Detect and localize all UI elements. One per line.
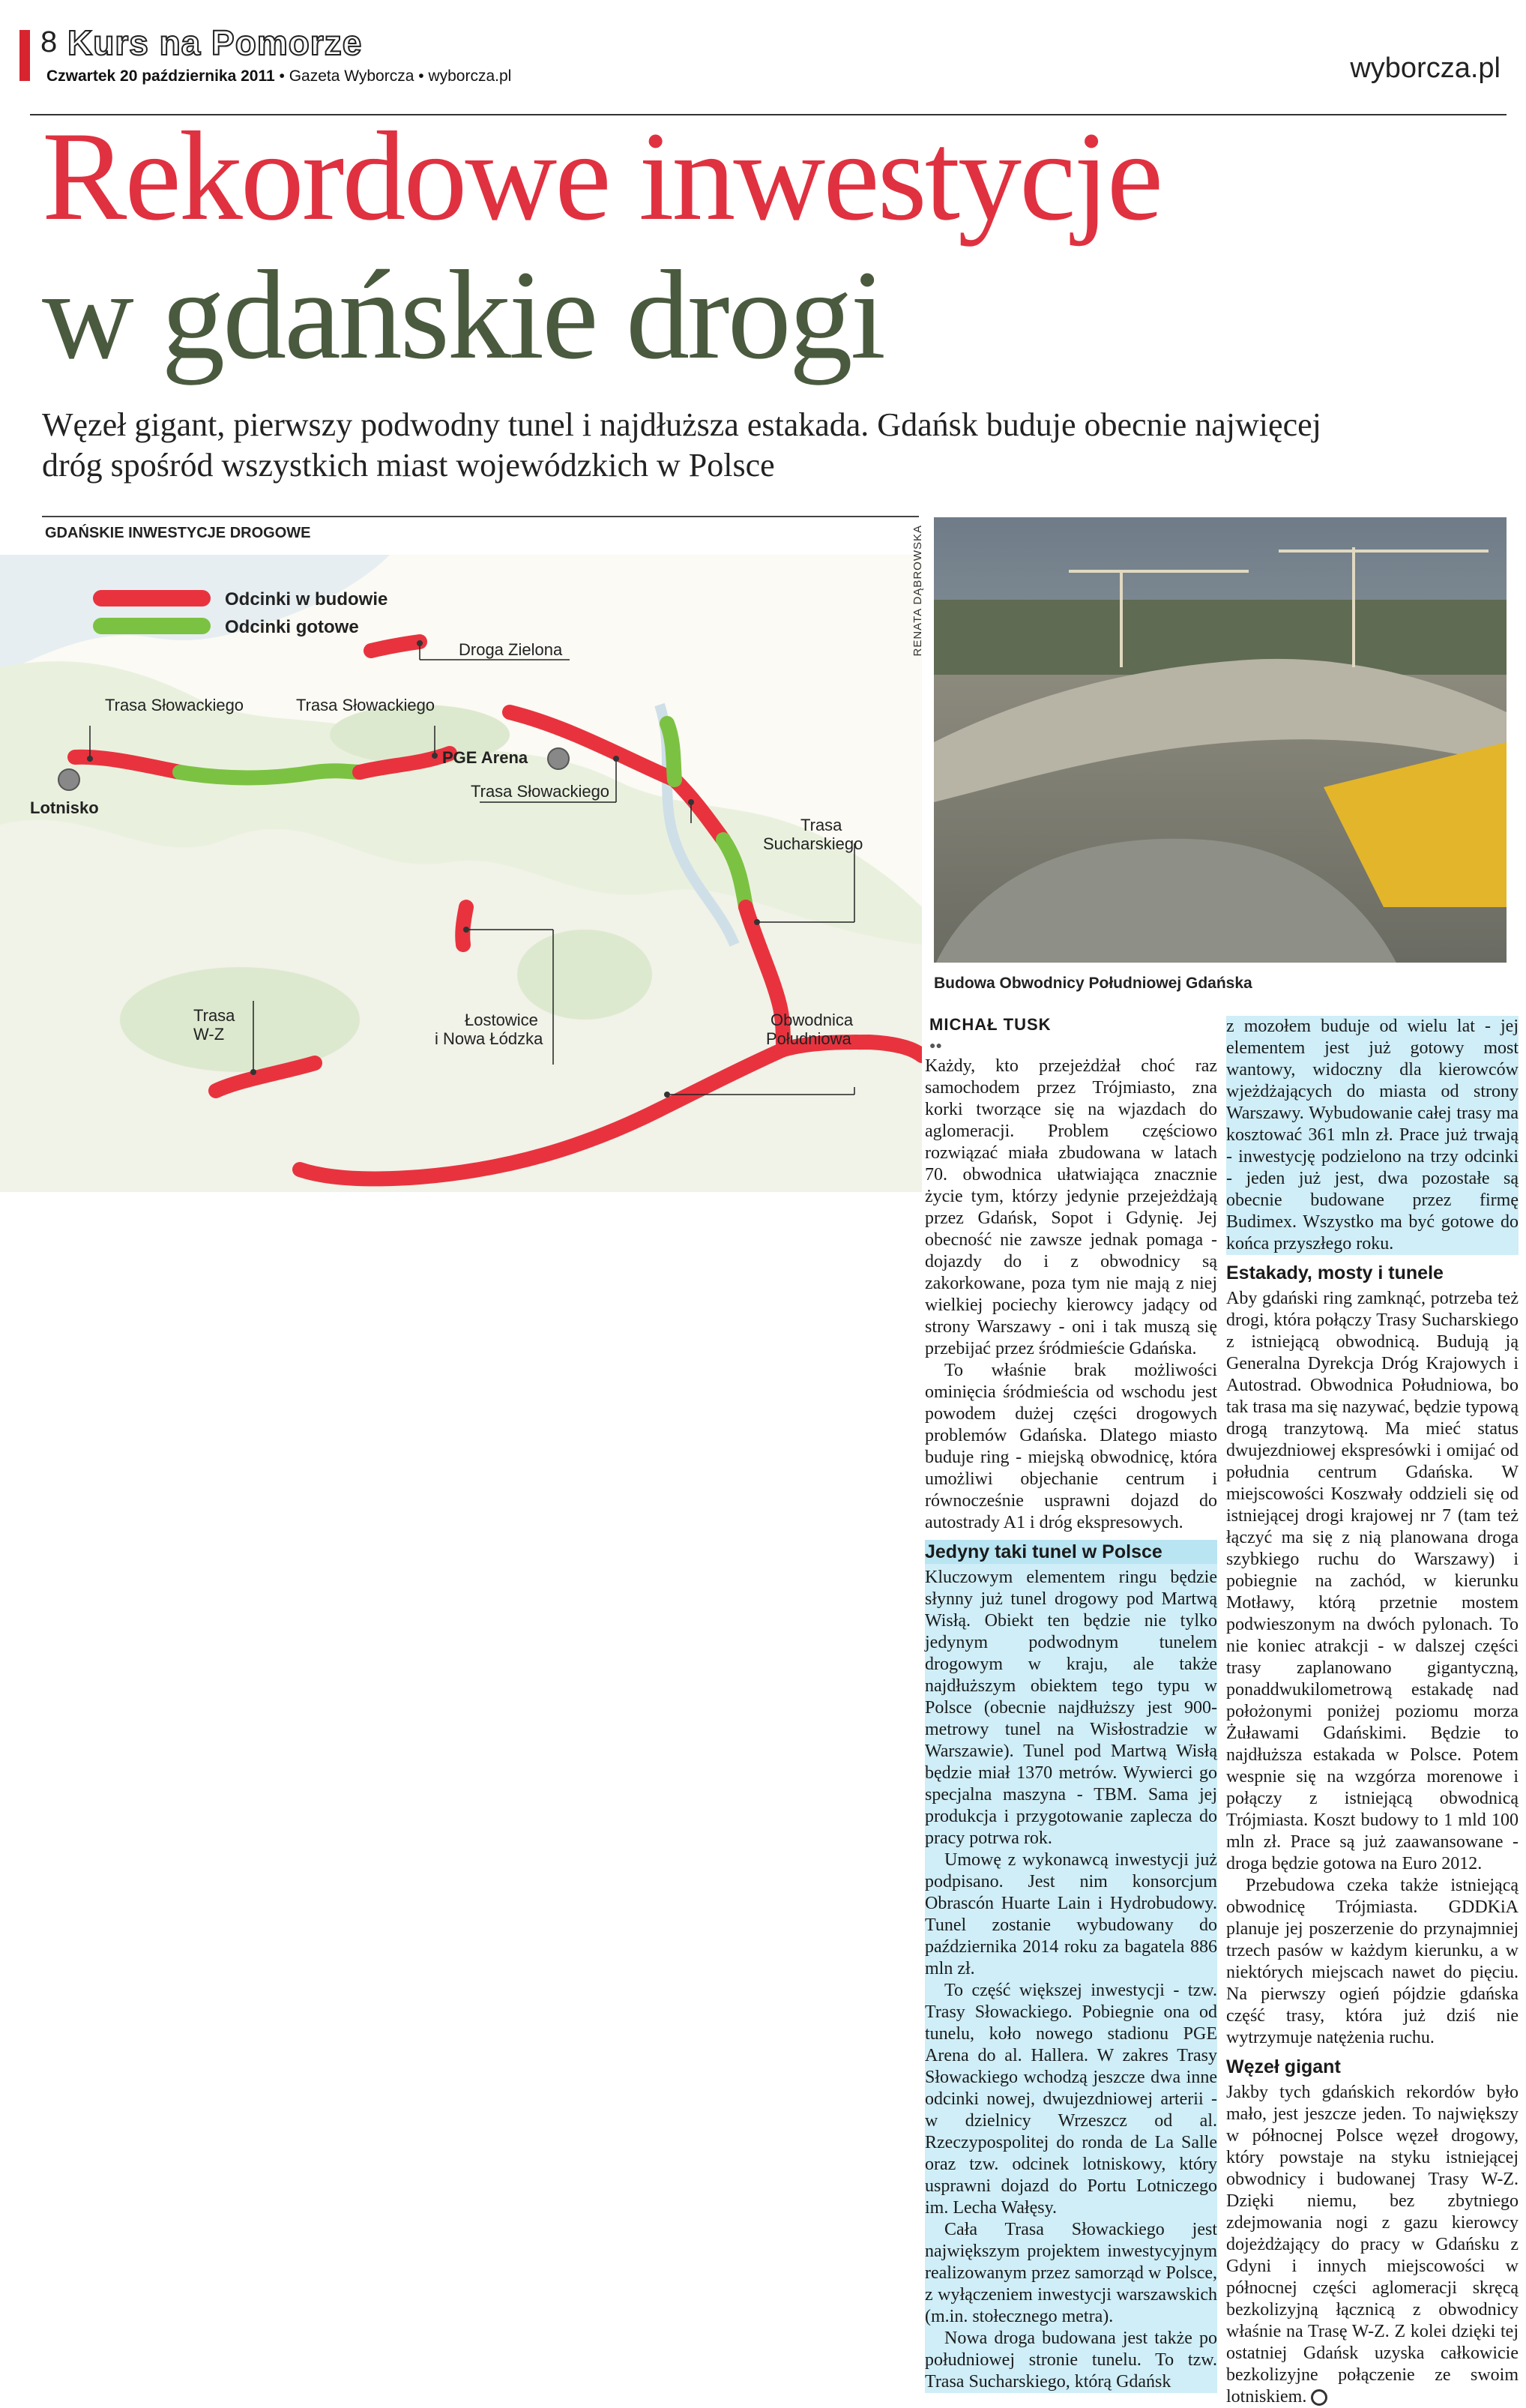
label-lostowice-1: Łostowice [465, 1011, 538, 1029]
tunnel-box [925, 1540, 1217, 2393]
label-trasa-wz-2: W-Z [193, 1025, 225, 1044]
label-pge-arena: PGE Arena [442, 748, 528, 767]
label-lotnisko: Lotnisko [30, 798, 99, 817]
green-area [517, 930, 652, 1020]
stadium-marker [548, 748, 569, 769]
article-paragraph [1226, 2082, 1519, 2408]
legend-label-finished: Odcinki gotowe [225, 617, 359, 637]
subhead-bridges: Estakady, mosty i tunele [1226, 1262, 1444, 1283]
article-paragraph: Umowę z wykonawcą inwestycji już podpisano. Jest nim konsorcjum Obrascón Huarte Lain i Hydrobudowy. Tunel zostanie wybudowany do października 2014 roku za bagatela 886 mln zł. [925, 1850, 1217, 1978]
page-number: 8 [40, 25, 58, 58]
road-trasa-slowackiego-finished [180, 771, 360, 777]
article-paragraph-text: Jakby tych gdańskich rekordów było mało, jest jeszcze jeden. To największy w północnej Polsce węzeł drogowy, który powstaje na styku istniejącej obwodnicy i budowanej Trasy W-Z. Dzięki niemu, bez zbytniego zdejmowania nogi z gazu kierowcy dojeżdżający do pracy w Gdańsku z Gdyni i innych miejscowości w północnej części aglomeracji skręcą bezkolizyjną łącznicą z obwodnicy właśnie na Trasę W-Z. Z kolei dzięki tej ostatniej Gdańsk uzyska całkowicie bezkolizyjne połączenie ze swoim lotniskiem. [1226, 2083, 1519, 2407]
label-obwodnica-2: Południowa [766, 1029, 851, 1048]
infographic-title: GDAŃSKIE INWESTYCJE DROGOWE [45, 525, 311, 541]
infographic-divider [42, 516, 919, 517]
end-of-article-icon [1311, 2389, 1327, 2406]
label-obwodnica-1: Obwodnica [770, 1011, 854, 1029]
label-trasa-slowackiego-2: Trasa Słowackiego [296, 696, 435, 714]
road-lostowice [462, 907, 466, 945]
section-color-bar [19, 30, 30, 81]
publication-name: Gazeta Wyborcza [289, 67, 414, 85]
label-trasa-sucharskiego-1: Trasa [800, 816, 842, 834]
article-paragraph: z mozołem buduje od wielu lat - jej elementem jest już gotowy most wantowy, widoczny dla kierowców wjeżdżających do miasta od strony Warszawy. Wybudowanie całej trasy ma kosztować 361 mln zł. Prace już trwają - inwestycję podzielono na trzy odcinki - jeden już jest, dwa pozostałe są obecnie budowane przez firmę Budimex. Wszystko ma być gotowe do końca przyszłego roku. [1226, 1017, 1519, 1253]
road-investment-map [0, 555, 922, 1192]
article-lead: Węzeł gigant, pierwszy podwodny tunel i najdłuższa estakada. Gdańsk buduje obecnie najwięcej dróg spośród wszystkich miast wojewódzkich w Polsce [42, 406, 1321, 484]
author-icon: ●● [929, 1041, 942, 1052]
article-paragraph: To właśnie brak możliwości ominięcia śródmieścia od wschodu jest powodem dużej części drogowych problemów Gdańska. Dlatego miasto buduje ring - miejską obwodnicę, która umożliwi objechanie centrum i równocześnie usprawni dojazd do autostrady A1 i dróg ekspresowych. [925, 1361, 1217, 1532]
article-paragraph: Kluczowym elementem ringu będzie słynny już tunel drogowy pod Martwą Wisłą. Obiekt ten będzie nie tylko jedynym podwodnym tunelem drogowym w kraju, ale także najdłuższym obiektem tego typu w Polsce (obecnie najdłuższy jest 900-metrowy tunel na Wisłostradzie w Warszawie). Tunel pod Martwą Wisłą będzie miał 1370 metrów. Wywierci go specjalna maszyna - TBM. Sama jej produkcja i przygotowanie zaplecza do pracy potrwa rok. [925, 1568, 1217, 1848]
issue-line [46, 67, 511, 85]
construction-photo [934, 517, 1507, 963]
green-area [120, 967, 360, 1072]
site-link[interactable]: wyborcza.pl [1350, 52, 1501, 84]
issue-date: Czwartek 20 października 2011 [46, 67, 275, 85]
airport-marker [58, 769, 79, 790]
headline-line-1: Rekordowe inwestycje [42, 106, 1162, 247]
label-trasa-wz-1: Trasa [193, 1006, 235, 1025]
separator-dot: • [279, 67, 289, 85]
separator-dot: • [418, 67, 429, 85]
article-column-2 [1226, 1016, 1519, 2407]
tunnel-box-continued [1226, 1016, 1519, 1255]
article-paragraph: Każdy, kto przejeżdżał choć raz samochodem przez Trójmiasto, zna korki tworzące się na wjazdach do aglomeracji. Problem częściowo rozwiązać miała zbudowana w latach 70. obwodnica ułatwiająca znacznie życie tym, którzy jedynie przejeżdżają przez Gdańsk, Sopot i Gdynię. Jej obecność nie zawsze jednak pomaga - dojazdy do i z obwodnicy są zakorkowane, poza tym nie mają z niej wielkiej pociechy kierowcy jadący od strony Warszawy - oni i tak muszą się przebijać przez śródmieście Gdańska. [925, 1056, 1217, 1358]
article-paragraph: Aby gdański ring zamknąć, potrzeba też drogi, która połączy Trasy Sucharskiego z istniejącą obwodnicą. Budują ją Generalna Dyrekcja Dróg Krajowych i Autostrad. Obwodnica Południowa, bo tak trasa ma się nazywać, będzie typową drogą tranzytową. Ma mieć status dwujezdniowej ekspresówki i omijać od południa centrum Gdańska. W miejscowości Koszwały oddzieli się od istniejącej drogi krajowej nr 7 (tam też łączyć ma się z nią planowana droga szybkiego ruchu do Warszawy) i pobiegnie na zachód, w kierunku Motławy, którą przetnie mostem podwieszonym na dwóch pylonach. To nie koniec atrakcji - w dalszej części trasy zaplanowano gigantyczną, ponaddwukilometrową estakadę nad położonymi poniżej poziomu morza Żuławami Gdańskimi. Będzie to najdłuższa estakada w Polsce. Potem wespnie się na wzgórza morenowe i połączy z istniejącą obwodnicą Trójmiasta. Koszt budowy to 1 mld 100 mln zł. Prace są już zaawansowane - droga będzie gotowa na Euro 2012. [1226, 1289, 1519, 1873]
label-trasa-slowackiego-3: Trasa Słowackiego [471, 782, 610, 801]
label-trasa-sucharskiego-2: Sucharskiego [763, 834, 863, 853]
road-droga-zielona [371, 642, 420, 651]
author-byline: MICHAŁ TUSK [929, 1015, 1052, 1034]
article-paragraph: To część większej inwestycji - tzw. Trasy Słowackiego. Pobiegnie ona od tunelu, koło nowego stadionu PGE Arena do al. Hallera. W zakres Trasy Słowackiego wchodzą jeszcze dwa inne odcinki nowej, dwujezdniowej arterii - w dzielnicy Wrzeszcz od al. Rzeczypospolitej do ronda de La Salle oraz tzw. odcinek lotniskowy, który usprawni dojazd do Portu Lotniczego im. Lecha Wałęsy. [925, 1981, 1217, 2218]
article-column-1 [925, 1056, 1217, 2392]
article-paragraph: Przebudowa czeka także istniejącą obwodnicę Trójmiasta. GDDKiA planuje jej poszerzenie do przynajmniej trzech pasów w każdym kierunku, a w niektórych miejscach nawet do pięciu. Na pierwszy ogień pójdzie gdańska część trasy, która już dziś nie wytrzymuje natężenia ruchu. [1226, 1876, 1519, 2047]
headline-line-2: w gdańskie drogi [42, 244, 884, 385]
label-lostowice-2: i Nowa Łódzka [435, 1029, 543, 1048]
article-paragraph: Nowa droga budowana jest także po południowej stronie tunelu. To tzw. Trasa Sucharskiego, którą Gdańsk [925, 2329, 1217, 2392]
road-finished-north [667, 723, 675, 780]
publication-site-small: wyborcza.pl [428, 67, 512, 85]
subhead-tunnel: Jedyny taki tunel w Polsce [925, 1540, 1217, 1564]
section-title: Kurs na Pomorze [67, 23, 363, 62]
label-droga-zielona: Droga Zielona [459, 640, 563, 659]
label-trasa-slowackiego-1: Trasa Słowackiego [105, 696, 244, 714]
photo-credit: RENATA DĄBROWSKA [911, 525, 924, 657]
photo-caption: Budowa Obwodnicy Południowej Gdańska [934, 975, 1252, 992]
subhead-node: Węzeł gigant [1226, 2056, 1341, 2077]
legend-label-construction: Odcinki w budowie [225, 589, 388, 609]
article-paragraph: Cała Trasa Słowackiego jest największym projektem inwestycyjnym realizowanym przez samorząd w Polsce, z wyłączeniem inwestycji warszawskich (m.in. stołecznego metra). [925, 2220, 1217, 2326]
